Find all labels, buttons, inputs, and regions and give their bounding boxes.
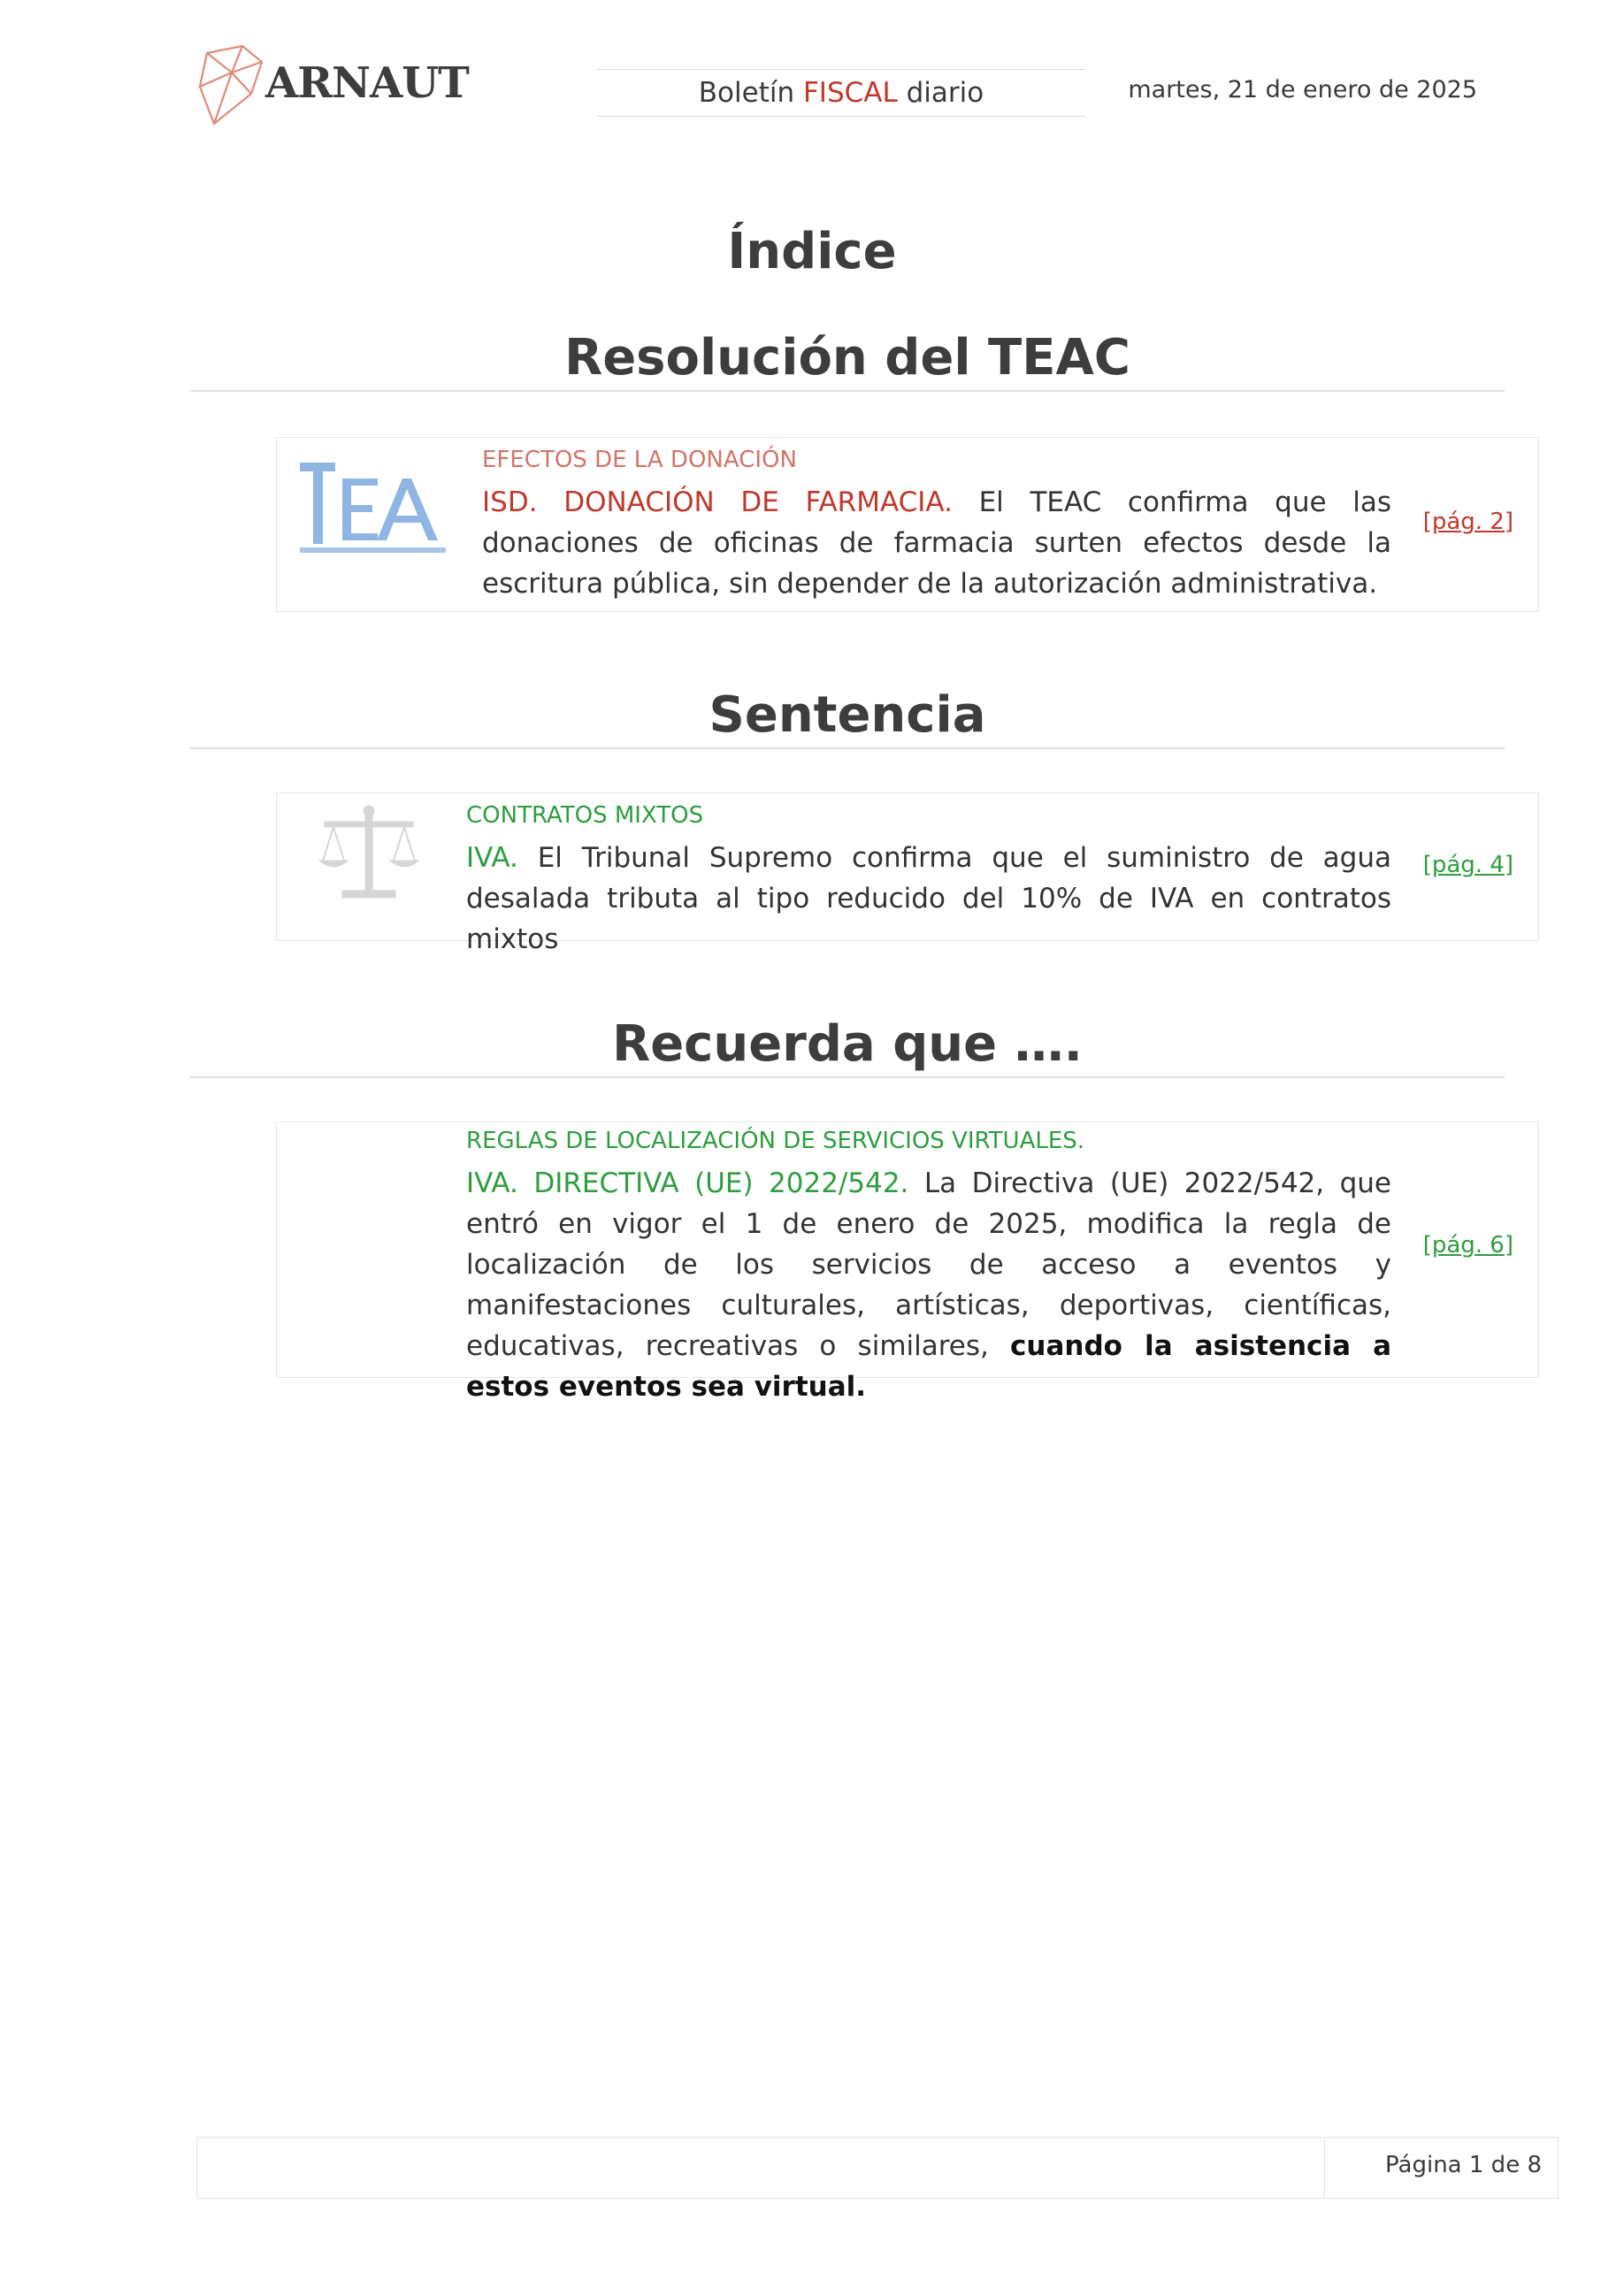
entry-emphasis: cuando la asistencia a estos eventos sea virtual. <box>466 1330 1391 1403</box>
bulletin-title: Boletín FISCAL diario <box>597 69 1085 117</box>
section-title-sentencia: Sentencia <box>190 686 1505 749</box>
index-entry-teac <box>276 437 1539 612</box>
arnaut-logo <box>196 42 469 131</box>
page-number: Página 1 de 8 <box>1385 2152 1542 2178</box>
section-title-recuerda: Recuerda que …. <box>190 1015 1505 1078</box>
entry-lead: ISD. DONACIÓN DE FARMACIA. <box>482 486 953 518</box>
index-title: Índice <box>727 223 897 280</box>
entry-summary: ISD. DONACIÓN DE FARMACIA. El TEAC confirma que las donaciones de oficinas de farmacia surten efectos desde la escritura pública, sin depender de la autorización administrativa. <box>482 486 1391 600</box>
page-footer <box>196 2137 1559 2199</box>
scales-of-justice-icon <box>316 802 422 908</box>
tea-image <box>298 461 448 558</box>
entry-tag: REGLAS DE LOCALIZACIÓN DE SERVICIOS VIRTUALES. <box>466 1128 1085 1154</box>
page-link-2[interactable]: [pág. 2] <box>1422 509 1513 535</box>
entry-lead: IVA. <box>466 842 518 874</box>
index-entry-sentencia <box>276 792 1539 955</box>
logo-wordmark: ARNAUT <box>265 58 469 108</box>
index-entry-recuerda <box>276 1121 1539 1403</box>
entry-lead: IVA. DIRECTIVA (UE) 2022/542. <box>466 1167 909 1199</box>
bulletin-title-accent: FISCAL <box>802 77 898 109</box>
diamond-logo-icon <box>196 42 267 131</box>
page-link-4[interactable]: [pág. 4] <box>1422 852 1513 878</box>
entry-tag: EFECTOS DE LA DONACIÓN <box>482 447 797 473</box>
entry-summary: IVA. El Tribunal Supremo confirma que el suministro de agua desalada tributa al tipo reducido del 10% de IVA en contratos mixtos <box>466 842 1391 955</box>
entry-tag: CONTRATOS MIXTOS <box>466 802 704 829</box>
page-link-6[interactable]: [pág. 6] <box>1422 1232 1513 1259</box>
entry-summary: IVA. DIRECTIVA (UE) 2022/542. La Directiva (UE) 2022/542, que entró en vigor el 1 de enero de 2025, modifica la regla de localización de los servicios de acceso a eventos y manifestaciones culturales, artísticas, deportivas, científicas, educativas, recreativas o similares, cuando la asistencia a estos eventos sea virtual. <box>466 1167 1391 1403</box>
section-title-teac: Resolución del TEAC <box>190 329 1505 392</box>
footer-divider <box>1324 2138 1325 2198</box>
bulletin-date: martes, 21 de enero de 2025 <box>1128 76 1477 103</box>
